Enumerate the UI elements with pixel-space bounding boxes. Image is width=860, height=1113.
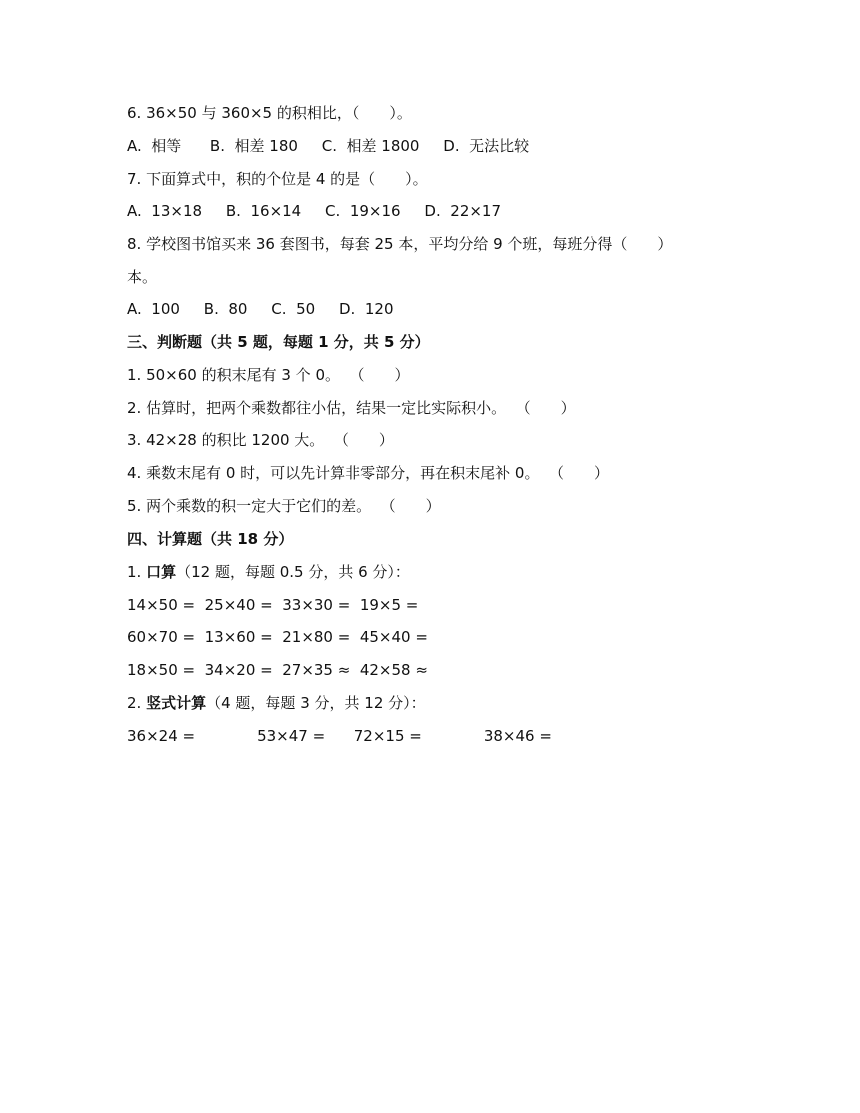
vertical-calc-label: 竖式计算 bbox=[146, 694, 207, 712]
question-6-stem: 6. 36×50 与 360×5 的积相比，（ ）。 bbox=[127, 104, 412, 122]
oral-calc-detail: （12 题，每题 0.5 分，共 6 分）： bbox=[176, 563, 410, 581]
oral-calc-label: 口算 bbox=[146, 563, 177, 581]
judge-item-4: 4. 乘数末尾有 0 时，可以先计算非零部分，再在积末尾补 0。 （ ） bbox=[127, 464, 610, 482]
oral-calc-row-1: 14×50 = 25×40 = 33×30 = 19×5 = bbox=[127, 596, 419, 614]
judge-item-3: 3. 42×28 的积比 1200 大。 （ ） bbox=[127, 431, 394, 449]
section-4-title: 四、计算题（共 18 分） bbox=[127, 530, 294, 548]
judge-item-1: 1. 50×60 的积末尾有 3 个 0。 （ ） bbox=[127, 366, 410, 384]
question-8-stem: 8. 学校图书馆买来 36 套图书，每套 25 本，平均分给 9 个班，每班分得（ ） bbox=[127, 235, 673, 253]
oral-calc-heading bbox=[127, 562, 410, 582]
question-7-stem: 7. 下面算式中，积的个位是 4 的是（ ）。 bbox=[127, 170, 428, 188]
vertical-calc-number: 2. bbox=[127, 694, 147, 712]
vertical-calc-heading bbox=[127, 693, 426, 713]
oral-calc-row-2: 60×70 = 13×60 = 21×80 = 45×40 = bbox=[127, 628, 428, 646]
vertical-calc-detail: （4 题，每题 3 分，共 12 分）： bbox=[206, 694, 426, 712]
question-7-options: A. 13×18 B. 16×14 C. 19×16 D. 22×17 bbox=[127, 202, 502, 220]
oral-calc-number: 1. bbox=[127, 563, 147, 581]
question-8-options: A. 100 B. 80 C. 50 D. 120 bbox=[127, 300, 394, 318]
judge-item-5: 5. 两个乘数的积一定大于它们的差。 （ ） bbox=[127, 497, 441, 515]
vertical-calc-row: 36×24 = 53×47 = 72×15 = 38×46 = bbox=[127, 727, 552, 745]
oral-calc-row-3: 18×50 = 34×20 = 27×35 ≈ 42×58 ≈ bbox=[127, 661, 428, 679]
judge-item-2: 2. 估算时，把两个乘数都往小估，结果一定比实际积小。 （ ） bbox=[127, 399, 576, 417]
section-3-title: 三、判断题（共 5 题，每题 1 分，共 5 分） bbox=[127, 333, 430, 351]
question-6-options: A. 相等 B. 相差 180 C. 相差 1800 D. 无法比较 bbox=[127, 137, 530, 155]
question-8-stem-continued: 本。 bbox=[127, 268, 158, 286]
